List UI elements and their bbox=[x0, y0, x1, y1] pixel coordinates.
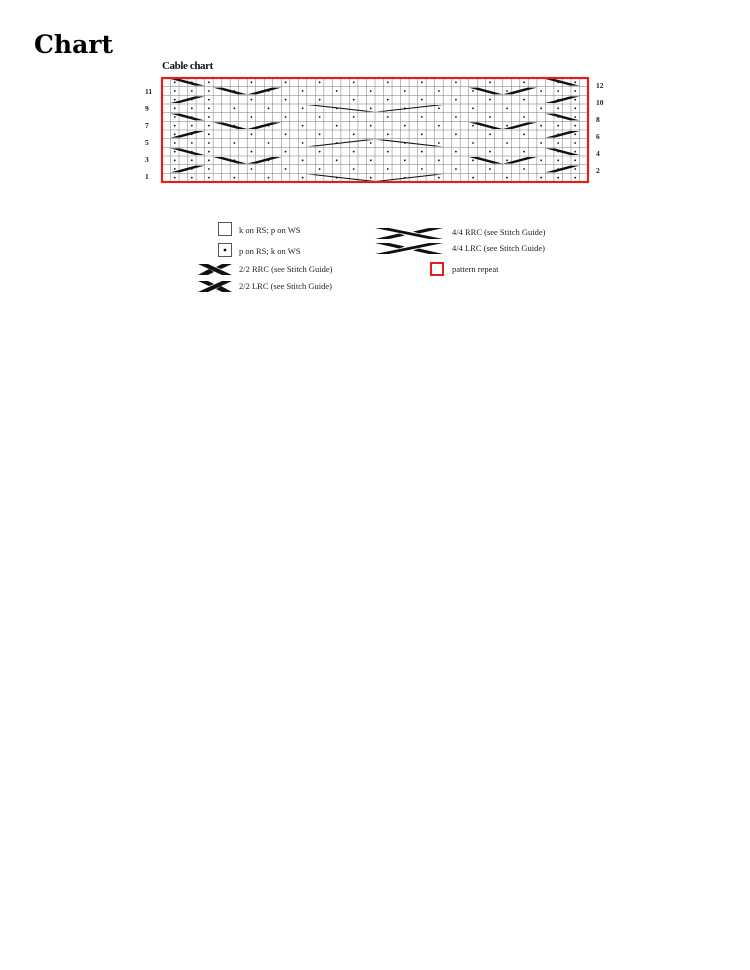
purl-stitch-dot bbox=[285, 133, 287, 135]
pattern-repeat-symbol bbox=[430, 262, 444, 276]
purl-stitch-dot bbox=[387, 81, 389, 83]
purl-stitch-dot bbox=[353, 81, 355, 83]
purl-stitch-dot bbox=[472, 159, 474, 161]
purl-stitch-dot bbox=[455, 81, 457, 83]
purl-stitch-dot bbox=[404, 159, 406, 161]
purl-stitch-dot bbox=[489, 81, 491, 83]
purl-stitch-dot bbox=[404, 90, 406, 92]
purl-stitch-dot bbox=[174, 177, 176, 179]
purl-stitch-dot bbox=[387, 168, 389, 170]
purl-stitch-dot bbox=[574, 177, 576, 179]
purl-stitch-dot bbox=[506, 125, 508, 127]
purl-stitch-dot bbox=[557, 142, 559, 144]
purl-stitch-dot bbox=[472, 125, 474, 127]
purl-stitch-dot bbox=[523, 133, 525, 135]
purl-stitch-dot bbox=[353, 99, 355, 101]
row-number-right: 12 bbox=[596, 81, 604, 90]
purl-stitch-dot bbox=[574, 107, 576, 109]
row-number-right: 2 bbox=[596, 166, 600, 175]
purl-stitch-dot bbox=[506, 90, 508, 92]
legend-rrc22-label: 2/2 RRC (see Stitch Guide) bbox=[239, 264, 333, 274]
purl-stitch-dot bbox=[370, 177, 372, 179]
purl-stitch-dot bbox=[387, 116, 389, 118]
purl-stitch-dot bbox=[574, 90, 576, 92]
purl-stitch-dot bbox=[557, 90, 559, 92]
purl-stitch-dot bbox=[523, 151, 525, 153]
purl-stitch-dot bbox=[421, 168, 423, 170]
purl-stitch-dot bbox=[174, 107, 176, 109]
purl-stitch-dot bbox=[251, 99, 253, 101]
purl-stitch-dot bbox=[421, 151, 423, 153]
purl-stitch-dot bbox=[438, 177, 440, 179]
purl-stitch-dot bbox=[489, 99, 491, 101]
purl-stitch-dot bbox=[319, 168, 321, 170]
row-number-left: 9 bbox=[145, 104, 149, 113]
purl-stitch-dot bbox=[251, 81, 253, 83]
purl-stitch-dot bbox=[251, 151, 253, 153]
purl-stitch-dot bbox=[438, 159, 440, 161]
purl-stitch-dot bbox=[302, 177, 304, 179]
cable-chart bbox=[140, 74, 620, 186]
purl-stitch-dot bbox=[387, 151, 389, 153]
purl-stitch-dot bbox=[489, 151, 491, 153]
purl-stitch-dot bbox=[455, 99, 457, 101]
purl-stitch-dot bbox=[285, 81, 287, 83]
purl-stitch-dot bbox=[574, 168, 576, 170]
purl-stitch-dot bbox=[489, 133, 491, 135]
purl-stitch-dot bbox=[370, 90, 372, 92]
purl-stitch-dot bbox=[540, 177, 542, 179]
legend-lrc22-label: 2/2 LRC (see Stitch Guide) bbox=[239, 281, 333, 291]
purl-stitch-dot bbox=[370, 159, 372, 161]
purl-stitch-dot bbox=[370, 107, 372, 109]
purl-stitch-dot bbox=[234, 107, 236, 109]
purl-stitch-dot bbox=[523, 81, 525, 83]
purl-stitch-dot bbox=[234, 177, 236, 179]
purl-stitch-dot bbox=[191, 107, 193, 109]
legend-knit-label: k on RS; p on WS bbox=[239, 225, 301, 235]
purl-stitch-dot bbox=[285, 168, 287, 170]
row-number-left: 1 bbox=[145, 172, 149, 181]
purl-stitch-dot bbox=[208, 90, 210, 92]
purl-stitch-dot bbox=[523, 99, 525, 101]
legend-lrc44-label: 4/4 LRC (see Stitch Guide) bbox=[452, 243, 546, 253]
purl-stitch-dot bbox=[353, 133, 355, 135]
rrc-4-4-symbol bbox=[375, 228, 443, 239]
purl-stitch-dot bbox=[208, 116, 210, 118]
purl-stitch-dot bbox=[174, 90, 176, 92]
purl-stitch-dot bbox=[251, 116, 253, 118]
purl-stitch-dot bbox=[557, 107, 559, 109]
purl-stitch-dot bbox=[174, 81, 176, 83]
row-number-left: 3 bbox=[145, 155, 149, 164]
purl-stitch-dot bbox=[251, 168, 253, 170]
row-number-left: 5 bbox=[145, 138, 149, 147]
purl-stitch-dot bbox=[268, 177, 270, 179]
purl-stitch-dot bbox=[285, 116, 287, 118]
purl-stitch-dot bbox=[285, 151, 287, 153]
purl-stitch-dot bbox=[234, 142, 236, 144]
legend-purl-label: p on RS; k on WS bbox=[239, 246, 301, 256]
purl-stitch-dot bbox=[489, 116, 491, 118]
row-number-left: 11 bbox=[145, 87, 153, 96]
purl-stitch-dot bbox=[523, 168, 525, 170]
purl-stitch-dot bbox=[208, 168, 210, 170]
purl-stitch-dot bbox=[208, 107, 210, 109]
purl-stitch-dot bbox=[174, 125, 176, 127]
row-number-right: 6 bbox=[596, 132, 600, 141]
purl-stitch-dot bbox=[421, 81, 423, 83]
purl-stitch-dot bbox=[421, 99, 423, 101]
purl-stitch-dot bbox=[472, 107, 474, 109]
lrc-2-2-symbol bbox=[198, 281, 232, 292]
purl-stitch-dot bbox=[557, 177, 559, 179]
purl-stitch-dot bbox=[353, 116, 355, 118]
chart-grid bbox=[162, 78, 588, 182]
purl-stitch-dot bbox=[174, 168, 176, 170]
purl-stitch-dot bbox=[319, 99, 321, 101]
purl-stitch-dot bbox=[455, 168, 457, 170]
purl-stitch-dot bbox=[208, 177, 210, 179]
chart-title: Cable chart bbox=[162, 60, 213, 72]
purl-stitch-dot bbox=[540, 90, 542, 92]
purl-stitch-dot bbox=[174, 99, 176, 101]
purl-stitch-dot bbox=[540, 125, 542, 127]
rrc-2-2-symbol bbox=[198, 264, 232, 275]
legend-rrc44-label: 4/4 RRC (see Stitch Guide) bbox=[452, 227, 546, 237]
purl-stitch-dot bbox=[472, 142, 474, 144]
purl-stitch-dot bbox=[302, 159, 304, 161]
purl-stitch-dot bbox=[285, 99, 287, 101]
purl-stitch-dot bbox=[455, 116, 457, 118]
row-number-right: 4 bbox=[596, 149, 600, 158]
lrc-4-4-symbol bbox=[375, 243, 443, 254]
purl-stitch-dot bbox=[438, 107, 440, 109]
purl-stitch-dot bbox=[438, 125, 440, 127]
purl-stitch-dot bbox=[302, 125, 304, 127]
purl-stitch-dot bbox=[174, 133, 176, 135]
purl-stitch-dot bbox=[506, 107, 508, 109]
purl-stitch-dot bbox=[540, 142, 542, 144]
purl-stitch-dot bbox=[336, 125, 338, 127]
purl-stitch-dot bbox=[472, 177, 474, 179]
purl-stitch-dot bbox=[251, 133, 253, 135]
purl-stitch-dot bbox=[302, 90, 304, 92]
purl-stitch-dot bbox=[574, 116, 576, 118]
purl-stitch-dot bbox=[574, 125, 576, 127]
purl-stitch-dot bbox=[455, 133, 457, 135]
row-number-right: 8 bbox=[596, 115, 600, 124]
purl-stitch-dot bbox=[208, 133, 210, 135]
purl-stitch-dot bbox=[191, 159, 193, 161]
purl-stitch-dot bbox=[557, 125, 559, 127]
purl-stitch-dot bbox=[506, 142, 508, 144]
purl-stitch-dot bbox=[336, 159, 338, 161]
purl-stitch-dot bbox=[208, 81, 210, 83]
purl-stitch-dot bbox=[319, 151, 321, 153]
purl-stitch-dot bbox=[370, 125, 372, 127]
purl-stitch-dot bbox=[174, 159, 176, 161]
purl-stitch-dot bbox=[191, 90, 193, 92]
purl-stitch-dot bbox=[574, 151, 576, 153]
purl-stitch-dot bbox=[574, 159, 576, 161]
purl-stitch-dot bbox=[574, 99, 576, 101]
purl-stitch-dot bbox=[387, 133, 389, 135]
purl-stitch-dot bbox=[574, 142, 576, 144]
purl-stitch-dot bbox=[472, 90, 474, 92]
purl-stitch-dot bbox=[302, 107, 304, 109]
purl-stitch-dot bbox=[319, 133, 321, 135]
purl-stitch-dot bbox=[191, 125, 193, 127]
purl-stitch-dot bbox=[174, 116, 176, 118]
purl-stitch-dot bbox=[208, 125, 210, 127]
purl-stitch-dot bbox=[208, 159, 210, 161]
purl-stitch-dot bbox=[506, 159, 508, 161]
purl-stitch-dot bbox=[574, 133, 576, 135]
purl-stitch-dot bbox=[370, 142, 372, 144]
row-number-left: 7 bbox=[145, 121, 149, 130]
purl-stitch-dot bbox=[387, 99, 389, 101]
purl-stitch-dot bbox=[540, 159, 542, 161]
purl-stitch-dot bbox=[523, 116, 525, 118]
purl-stitch-dot bbox=[353, 168, 355, 170]
purl-stitch-dot bbox=[208, 142, 210, 144]
purl-symbol bbox=[218, 243, 232, 257]
purl-stitch-dot bbox=[302, 142, 304, 144]
purl-stitch-dot bbox=[208, 151, 210, 153]
purl-stitch-dot bbox=[489, 168, 491, 170]
purl-stitch-dot bbox=[455, 151, 457, 153]
page-title: Chart bbox=[34, 30, 113, 59]
purl-stitch-dot bbox=[208, 99, 210, 101]
purl-stitch-dot bbox=[438, 90, 440, 92]
row-number-right: 10 bbox=[596, 98, 604, 107]
purl-stitch-dot bbox=[574, 81, 576, 83]
knit-symbol bbox=[218, 222, 232, 236]
purl-stitch-dot bbox=[404, 125, 406, 127]
purl-stitch-dot bbox=[268, 142, 270, 144]
purl-stitch-dot bbox=[438, 142, 440, 144]
purl-stitch-dot bbox=[353, 151, 355, 153]
purl-stitch-dot bbox=[421, 116, 423, 118]
purl-stitch-dot bbox=[319, 81, 321, 83]
purl-stitch-dot bbox=[557, 159, 559, 161]
purl-stitch-dot bbox=[336, 90, 338, 92]
purl-stitch-dot bbox=[319, 116, 321, 118]
purl-stitch-dot bbox=[421, 133, 423, 135]
purl-stitch-dot bbox=[191, 177, 193, 179]
legend-repeat-label: pattern repeat bbox=[452, 264, 499, 274]
purl-stitch-dot bbox=[191, 142, 193, 144]
purl-stitch-dot bbox=[268, 107, 270, 109]
purl-stitch-dot bbox=[174, 142, 176, 144]
purl-stitch-dot bbox=[174, 151, 176, 153]
purl-stitch-dot bbox=[540, 107, 542, 109]
purl-stitch-dot bbox=[506, 177, 508, 179]
